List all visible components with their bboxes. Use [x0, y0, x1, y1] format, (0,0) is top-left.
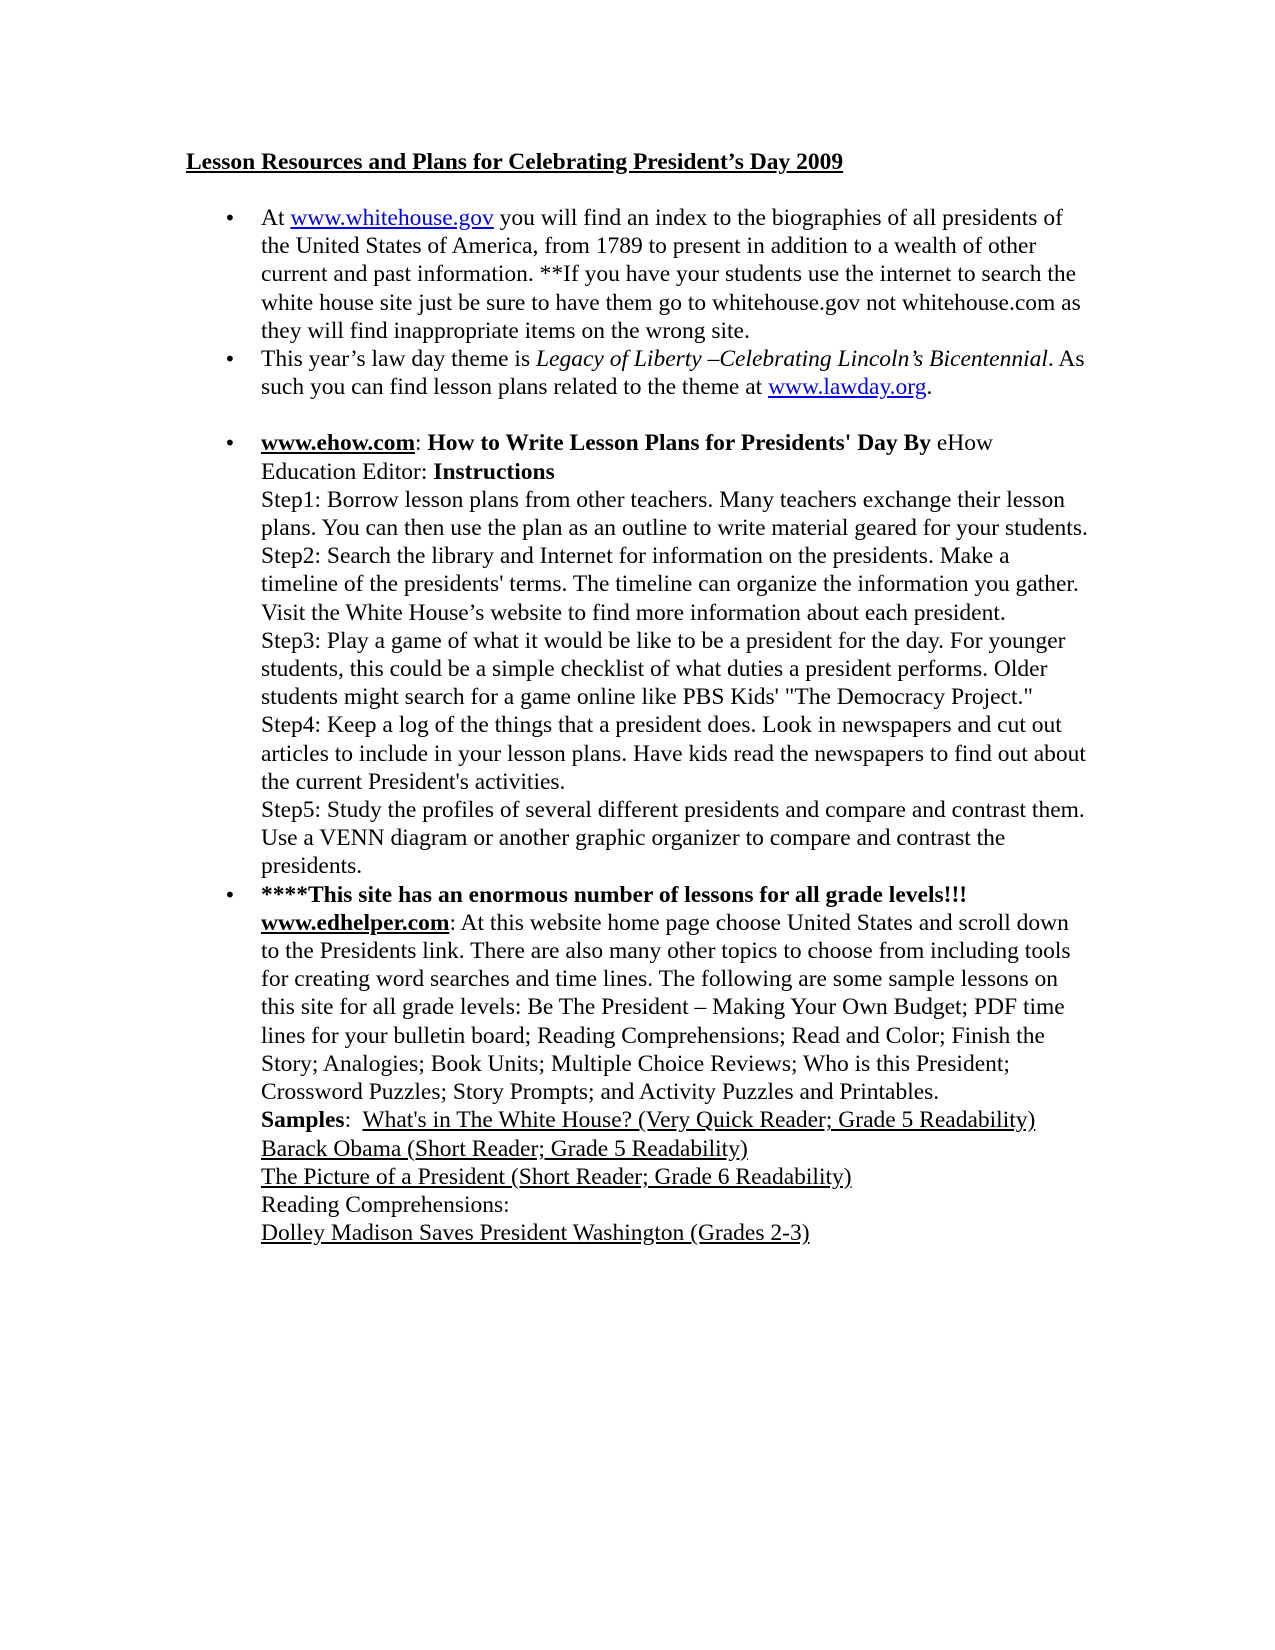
sample-link-barack-obama[interactable]: Barack Obama (Short Reader; Grade 5 Readability)	[261, 1135, 748, 1162]
bullet-icon	[224, 345, 238, 373]
step-1: Step1: Borrow lesson plans from other teachers. Many teachers exchange their lesson plans. You can then use the plan as an outline to write material geared for your students.	[261, 486, 1088, 542]
item-text: . As such you can find lesson plans related to the theme at	[261, 346, 1085, 401]
bullet-icon	[224, 204, 238, 232]
list-item-text	[261, 429, 1089, 880]
reading-comprehensions-label: Reading Comprehensions:	[261, 1191, 510, 1218]
list-item-ehow	[0, 429, 1089, 880]
item-text: you will find an index to the biographies of all presidents of the United States of America, from 1789 to present in addition to a wealth of other current and past information. **If you have your students use the internet to search the white house site just be sure to have them go to whitehouse.gov not whitehouse.com as they will find inappropriate items on the wrong site.	[261, 205, 1081, 344]
item-prefix: This year’s law day theme is	[261, 346, 536, 373]
samples-label: Samples	[261, 1107, 345, 1134]
resource-list	[0, 204, 1089, 1247]
list-item-text	[261, 345, 1089, 401]
list-item-edhelper	[0, 881, 1089, 1248]
ehow-heading: How to Write Lesson Plans for Presidents' Day By	[427, 430, 931, 457]
step-5: Step5: Study the profiles of several different presidents and compare and contrast them. Use a VENN diagram or another graphic organizer to compare and contrast the presidents.	[261, 797, 1085, 880]
bullet-icon	[224, 881, 238, 909]
list-item-whitehouse	[0, 204, 1089, 345]
bullet-icon	[224, 429, 238, 457]
ehow-byline: eHow Education Editor:	[261, 430, 993, 485]
step-2: Step2: Search the library and Internet for information on the presidents. Make a timeline of the presidents' terms. The timeline can organize the information you gather. Visit the White House’s website to find more information about each president.	[261, 543, 1079, 626]
law-day-theme: Legacy of Liberty –Celebrating Lincoln’s Bicentennial	[535, 346, 1048, 373]
list-item-text	[261, 881, 1089, 1248]
sample-link-white-house[interactable]: What's in The White House? (Very Quick Reader; Grade 5 Readability)	[362, 1107, 1036, 1134]
whitehouse-link[interactable]: www.whitehouse.gov	[290, 205, 494, 231]
spacer	[0, 401, 1089, 429]
sample-link-dolley-madison[interactable]: Dolley Madison Saves President Washington (Grades 2-3)	[261, 1220, 810, 1247]
sample-link-picture-of-president[interactable]: The Picture of a President (Short Reader; Grade 6 Readability)	[261, 1163, 852, 1190]
ehow-link[interactable]: www.ehow.com	[261, 430, 416, 457]
page-title: Lesson Resources and Plans for Celebrating President’s Day 2009	[186, 149, 844, 175]
item-prefix: At	[261, 205, 291, 231]
edhelper-description: : At this website home page choose United States and scroll down to the Presidents link. There are also many other topics to choose from including tools for creating word searches and time lines. The following are some sample lessons on this site for all grade levels: Be The President – Making Your Own Budget; PDF time lines for your bulletin board; Reading Comprehensions; Read and Color; Finish the Story; Analogies; Book Units; Multiple Choice Reviews; Who is this President; Crossword Puzzles; Story Prompts; and Activity Puzzles and Printables.	[261, 909, 1071, 1106]
samples-colon: :	[344, 1107, 363, 1134]
samples-line	[261, 1106, 1089, 1134]
edhelper-headline: ****This site has an enormous number of lessons for all grade levels!!!	[261, 881, 968, 908]
instructions-label: Instructions	[433, 458, 555, 485]
step-3: Step3: Play a game of what it would be like to be a president for the day. For younger students, this could be a simple checklist of what duties a president performs. Older students might search for a game online like PBS Kids' "The Democracy Project."	[261, 627, 1066, 711]
item-suffix: .	[926, 374, 933, 401]
item-colon: :	[415, 430, 428, 457]
lawday-link[interactable]: www.lawday.org	[768, 374, 927, 401]
list-item-lawday	[0, 345, 1089, 401]
list-item-text	[261, 204, 1089, 345]
step-4: Step4: Keep a log of the things that a president does. Look in newspapers and cut out articles to include in your lesson plans. Have kids read the newspapers to find out about the current President's activities.	[261, 712, 1086, 795]
edhelper-link[interactable]: www.edhelper.com	[261, 909, 450, 936]
